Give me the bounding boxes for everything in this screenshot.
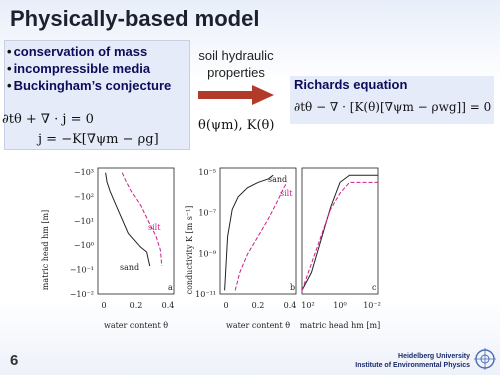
panel-a-y-tick: −10⁻¹ (69, 265, 94, 275)
richards-equation: ∂tθ − ∇ · [K(θ)[∇ψm − ρwg]] = 0 (290, 96, 494, 124)
panel-a-retention (41, 168, 174, 330)
panel-b-y-tick: 10⁻⁹ (198, 249, 216, 259)
panel-a-silt-annotation: silt (148, 223, 161, 232)
soil-hydraulic-plots (0, 160, 500, 350)
panel-b-series-silt (235, 182, 287, 290)
soil-hydraulic-properties-label: soil hydraulic properties (198, 48, 274, 80)
panel-c-conductivity-vs-head (300, 168, 381, 330)
panel-b-conductivity (185, 168, 296, 330)
panel-a-xlabel: water content θ (103, 321, 169, 330)
richards-equation-title: Richards equation (290, 76, 494, 96)
panel-c-label: c (372, 283, 377, 292)
bullet-incompressible-media: • incompressible media (7, 60, 189, 77)
panel-b-series-sand (225, 175, 274, 290)
panel-a-series-silt (122, 173, 162, 266)
panel-a-series-sand (106, 173, 150, 266)
hydraulic-functions: θ(ψm), K(θ) (198, 118, 275, 133)
mass-conservation-equation: ∂tθ + ∇ · j = 0 (2, 112, 94, 127)
panel-b-sand-annotation: sand (268, 175, 288, 184)
panel-b-y-tick: 10⁻¹¹ (195, 290, 216, 299)
institution-line-2: Institute of Environmental Physics (355, 362, 470, 369)
panel-a-x-tick: 0.2 (129, 301, 143, 310)
panel-c-series-silt (302, 182, 378, 290)
bullet-buckingham-conjecture: • Buckingham’s conjecture (7, 77, 189, 94)
panel-b-xlabel: water content θ (225, 321, 291, 330)
panel-c-x-tick: 10² (301, 301, 315, 310)
panel-a-y-tick: −10⁻² (69, 290, 94, 299)
panel-b-y-tick: 10⁻⁷ (198, 208, 216, 218)
bullet-conservation-of-mass: • conservation of mass (7, 43, 189, 60)
institution-line-1: Heidelberg University (398, 353, 470, 360)
panel-b-y-tick: 10⁻⁵ (198, 168, 216, 177)
slide-title: Physically-based model (10, 6, 260, 31)
panel-b-silt-annotation: silt (280, 189, 293, 198)
panel-b-label: b (290, 283, 296, 292)
panel-b-x-tick: 0.4 (283, 301, 297, 310)
panel-a-y-tick: −10² (73, 192, 94, 202)
arrow-right-icon (198, 84, 276, 106)
panel-a-ylabel: matric head hm [m] (41, 209, 50, 291)
university-logo-icon (474, 347, 496, 371)
panel-b-x-tick: 0.2 (251, 301, 265, 310)
panel-a-label: a (168, 283, 173, 292)
panel-a-y-tick: −10⁰ (73, 241, 94, 251)
buckingham-flux-equation: j = −K[∇ψm − ρg] (38, 132, 159, 147)
panel-a-y-tick: −10¹ (73, 216, 94, 226)
page-number: 6 (10, 352, 19, 369)
panel-a-x-tick: 0.4 (161, 301, 175, 310)
panel-a-sand-annotation: sand (120, 263, 140, 272)
panel-c-x-tick: 10⁻² (363, 301, 381, 310)
panel-c-x-tick: 10⁰ (333, 301, 347, 310)
panel-c-xlabel: matric head hm [m] (299, 321, 381, 330)
panel-b-ylabel: conductivity K [m s⁻¹] (185, 205, 194, 295)
panel-b-x-tick: 0 (223, 301, 229, 310)
panel-a-x-tick: 0 (101, 301, 107, 310)
institution-block (355, 352, 470, 370)
panel-a-y-tick: −10³ (73, 168, 94, 177)
